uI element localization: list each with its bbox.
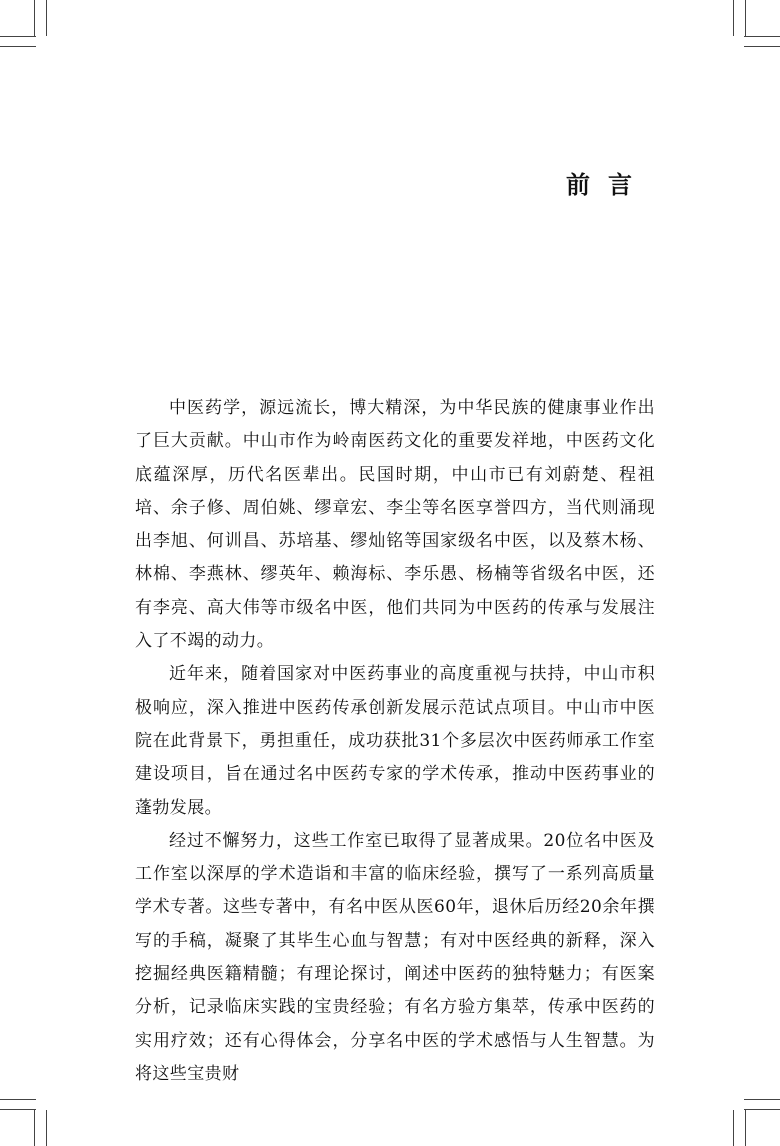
- crop-mark: [46, 1110, 47, 1146]
- crop-mark: [733, 1110, 734, 1146]
- crop-mark: [744, 36, 780, 37]
- paragraph: 中医药学，源远流长，博大精深，为中华民族的健康事业作出了巨大贡献。中山市作为岭南医药文化的重要发祥地，中医药文化底蕴深厚，历代名医辈出。民国时期，中山市已有刘蔚楚、程祖培、余子修、周伯姚、缪章宏、李尘等名医享誉四方，当代则涌现出李旭、何训昌、苏培基、缪灿铭等国家级名中医，以及蔡木杨、林棉、李燕林、缪英年、赖海标、李乐愚、杨楠等省级名中医，还有李亮、高大伟等市级名中医，他们共同为中医药的传承与发展注入了不竭的动力。: [135, 398, 655, 652]
- crop-mark: [744, 1109, 780, 1110]
- crop-mark: [0, 1099, 36, 1100]
- crop-mark: [745, 0, 746, 36]
- crop-mark: [0, 1109, 36, 1110]
- crop-mark: [34, 1110, 35, 1146]
- crop-mark: [733, 0, 734, 36]
- crop-mark: [34, 0, 35, 36]
- crop-mark: [0, 36, 36, 37]
- crop-mark: [744, 1099, 780, 1100]
- paragraph: 经过不懈努力，这些工作室已取得了显著成果。20位名中医及工作室以深厚的学术造诣和丰富的临床经验，撰写了一系列高质量学术专著。这些专著中，有名中医从医60年，退休后历经20余年撰写的手稿，凝聚了其毕生心血与智慧；有对中医经典的新释，深入挖掘经典医籍精髓；有理论探讨，阐述中医药的独特魅力；有医案分析，记录临床实践的宝贵经验；有名方验方集萃，传承中医药的实用疗效；还有心得体会，分享名中医的学术感悟与人生智慧。为将这些宝贵财: [135, 830, 655, 1084]
- body-text: [135, 392, 655, 1091]
- paragraph: 近年来，随着国家对中医药事业的高度重视与扶持，中山市积极响应，深入推进中医药传承创新发展示范试点项目。中山市中医院在此背景下，勇担重任，成功获批31个多层次中医药师承工作室建设项目，旨在通过名中医药专家的学术传承，推动中医药事业的蓬勃发展。: [135, 664, 655, 818]
- crop-mark: [744, 46, 780, 47]
- crop-mark: [46, 0, 47, 36]
- page-title: 前言: [566, 170, 650, 199]
- crop-mark: [745, 1110, 746, 1146]
- crop-mark: [0, 46, 36, 47]
